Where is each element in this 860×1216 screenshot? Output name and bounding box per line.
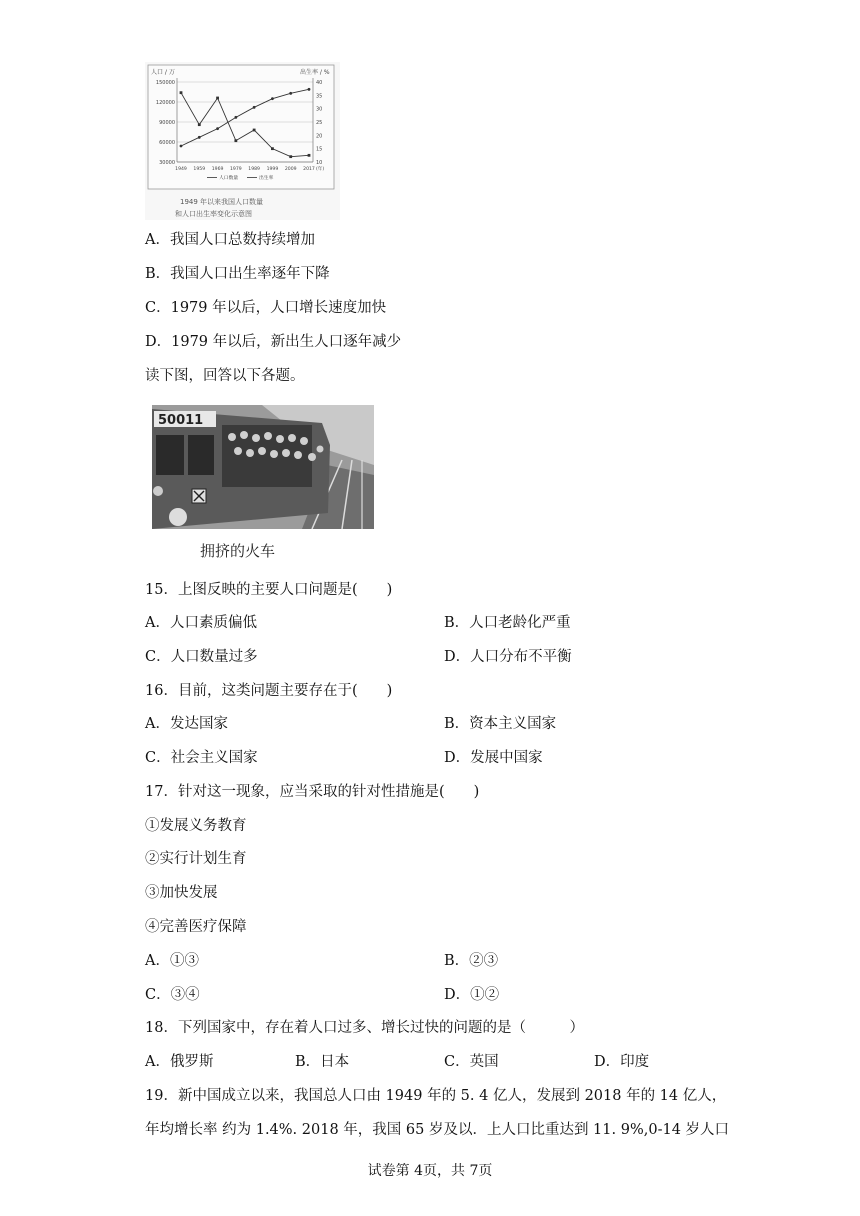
x-unit-label: (年) (316, 167, 325, 172)
q19-line-2: 年均增长率 约为 1.4%. 2018 年，我国 65 岁及以．上人口比重达到 11. 9%,0-14 岁人口 (145, 1122, 730, 1138)
x-tick-label: 2009 (284, 167, 297, 172)
q18-option-d: D．印度 (594, 1054, 650, 1070)
q16-option-a: A．发达国家 (145, 716, 228, 732)
q16-option-d: D．发展中国家 (444, 750, 543, 766)
x-tick-label: 1999 (266, 167, 279, 172)
y-right-tick-label: 15 (316, 146, 323, 153)
data-point (234, 116, 237, 119)
x-tick-label: 1969 (211, 167, 224, 172)
y-right-tick-label: 20 (316, 133, 323, 140)
data-point (253, 106, 256, 109)
q19-line-1: 19．新中国成立以来，我国总人口由 1949 年的 5. 4 亿人，发展到 2018 年的 14 亿人， (145, 1088, 727, 1104)
x-tick-label: 2017 (303, 167, 315, 172)
crowded-train-photo (152, 405, 374, 529)
data-point (180, 91, 183, 94)
population-chart-figure (145, 62, 340, 220)
q16-option-b: B．资本主义国家 (444, 716, 557, 732)
y-right-tick-label: 25 (316, 120, 323, 126)
q16-stem: 16．目前，这类问题主要存在于( ) (145, 683, 393, 699)
data-point (234, 139, 237, 142)
q15-stem: 15．上图反映的主要人口问题是( ) (145, 582, 393, 598)
data-point (253, 129, 256, 132)
data-point (271, 97, 274, 100)
data-point (216, 97, 219, 100)
data-point (308, 154, 311, 157)
q17-item-4: ④完善医疗保障 (145, 919, 247, 935)
q17-option-c: C．③④ (145, 987, 200, 1003)
q15-option-a: A．人口素质偏低 (145, 615, 257, 631)
q14-option-b: B．我国人口出生率逐年下降 (145, 266, 330, 282)
q15-option-d: D．人口分布不平衡 (444, 649, 572, 665)
x-tick-label: 1949 (175, 167, 187, 172)
data-point (180, 145, 183, 148)
y-right-tick-label: 10 (316, 160, 323, 166)
q18-option-c: C．英国 (444, 1054, 499, 1070)
page-footer: 试卷第 4页，共 7页 (367, 1163, 493, 1179)
population-chart (145, 62, 340, 220)
q18-option-b: B．日本 (295, 1054, 350, 1070)
data-point (289, 92, 292, 95)
x-tick-label: 1959 (193, 167, 206, 172)
train-illustration (152, 405, 374, 529)
q14-option-a: A．我国人口总数持续增加 (145, 232, 315, 248)
q15-option-b: B．人口老龄化严重 (444, 615, 571, 631)
y-left-tick-label: 30000 (159, 160, 175, 166)
intro-text: 读下图，回答以下各题。 (145, 368, 305, 384)
data-point (216, 127, 219, 130)
legend-label: 人口数量 (219, 176, 239, 181)
y-left-label: 人口 / 万 (151, 69, 175, 76)
chart-caption-line-1: 1949 年以来我国人口数量 (180, 198, 264, 206)
q17-stem: 17．针对这一现象，应当采取的针对性措施是( ) (145, 784, 480, 800)
y-right-tick-label: 40 (316, 80, 323, 86)
q17-item-3: ③加快发展 (145, 885, 218, 901)
chart-caption-line-2: 和人口出生率变化示意图 (175, 210, 252, 218)
data-point (308, 88, 311, 91)
q17-item-1: ①发展义务教育 (145, 818, 247, 834)
legend-label: 出生率 (259, 176, 274, 181)
q17-option-b: B．②③ (444, 953, 499, 969)
q15-option-c: C．人口数量过多 (145, 649, 258, 665)
data-point (198, 123, 201, 126)
q18-stem: 18．下列国家中，存在着人口过多、增长过快的问题的是（ ） (145, 1020, 584, 1036)
y-left-tick-label: 150000 (155, 80, 175, 86)
x-tick-label: 1989 (248, 167, 260, 172)
q18-option-a: A．俄罗斯 (145, 1054, 214, 1070)
q14-option-c: C．1979 年以后，人口增长速度加快 (145, 300, 387, 316)
y-left-tick-label: 90000 (159, 120, 175, 126)
q14-option-d: D．1979 年以后，新出生人口逐年减少 (145, 334, 402, 350)
y-left-tick-label: 120000 (155, 100, 175, 106)
q16-option-c: C．社会主义国家 (145, 750, 258, 766)
data-point (198, 136, 201, 139)
q17-option-a: A．①③ (145, 953, 199, 969)
data-point (271, 147, 274, 150)
q17-option-d: D．①② (444, 987, 500, 1003)
y-right-label: 出生率 / % (300, 69, 330, 76)
y-left-tick-label: 60000 (159, 140, 175, 146)
y-right-tick-label: 35 (316, 93, 323, 100)
data-point (289, 155, 292, 158)
train-number: 50011 (158, 413, 204, 428)
x-tick-label: 1979 (230, 167, 242, 172)
q17-item-2: ②实行计划生育 (145, 851, 247, 867)
photo-caption: 拥挤的火车 (200, 542, 276, 560)
y-right-tick-label: 30 (316, 106, 323, 113)
